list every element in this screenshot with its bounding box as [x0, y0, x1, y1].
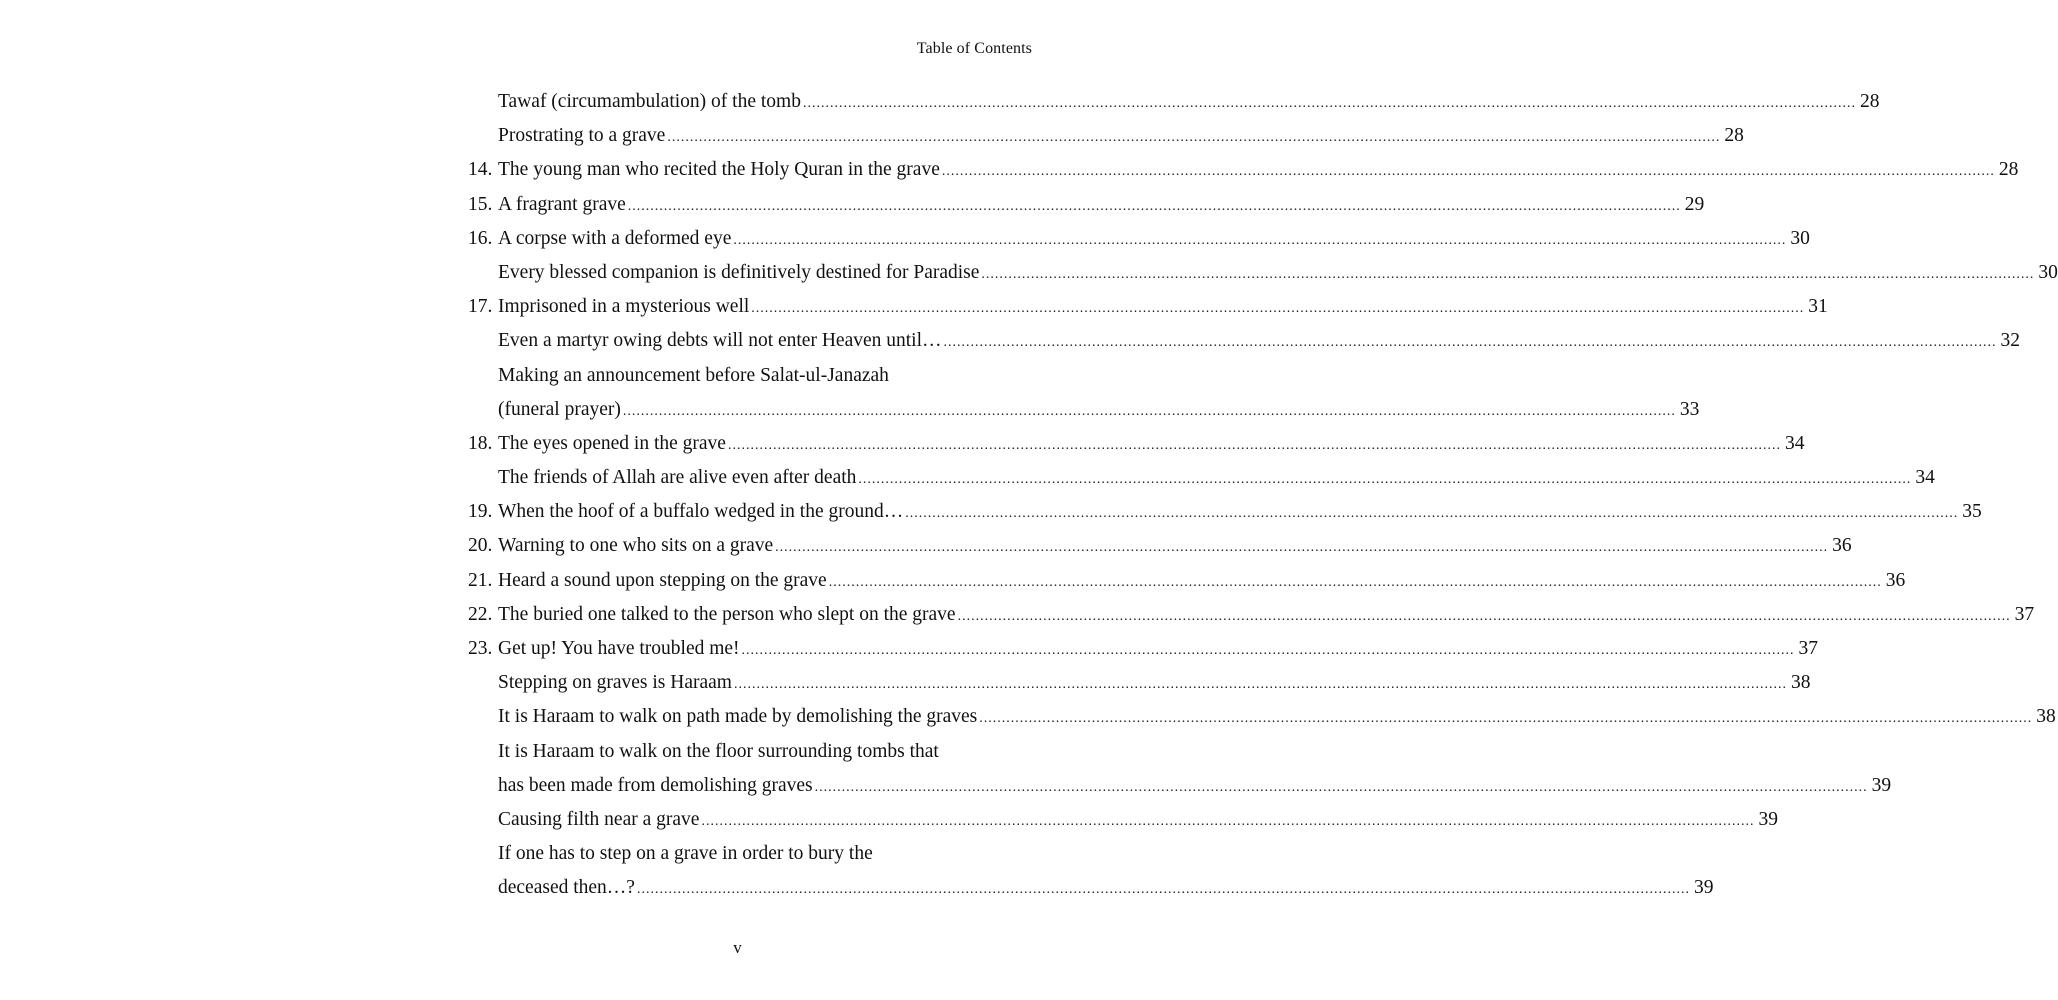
toc-entry: [468, 564, 1906, 598]
dot-leader: [905, 497, 1958, 531]
dot-leader: [623, 395, 1676, 429]
toc-entry: [468, 871, 1714, 905]
toc-entry-page: 35: [1962, 501, 1982, 523]
toc-entry-title: The buried one talked to the person who slept on the grave: [498, 603, 956, 625]
toc-entry-title: The friends of Allah are alive even after death: [498, 467, 857, 489]
toc-entry-page: 28: [1998, 159, 2019, 181]
dot-leader: [667, 121, 1720, 155]
toc-entry-title: Even a martyr owing debts will not enter Heaven until…: [498, 330, 942, 352]
toc-entry: [468, 529, 1852, 563]
toc-entry: [468, 803, 1778, 837]
toc-entry-title: When the hoof of a buffalo wedged in the ground…: [498, 501, 904, 523]
toc-entry: [468, 837, 1031, 871]
toc-entry-page: 37: [1798, 638, 1819, 659]
page-number: v: [733, 938, 742, 957]
toc-entry-page: 36: [1885, 569, 1906, 591]
toc-entry-title: It is Haraam to walk on path made by demolishing the graves: [498, 706, 978, 728]
toc-entry: [468, 598, 2035, 632]
toc-entry: [468, 324, 2021, 358]
toc-entry-page: 30: [2038, 261, 2058, 283]
toc-entry: [468, 461, 1935, 495]
dot-leader: [803, 87, 1856, 121]
toc-entry-title: Stepping on graves is Haraam: [498, 672, 732, 694]
dot-leader: [979, 702, 2032, 736]
toc-entry-page: 37: [2014, 603, 2035, 625]
toc-entry-title: The eyes opened in the grave: [498, 432, 726, 454]
dot-leader: [733, 224, 1786, 258]
dot-leader: [942, 155, 1995, 189]
toc-entry-title: Every blessed companion is definitively destined for Paradise: [498, 261, 980, 283]
dot-leader: [637, 873, 1690, 907]
toc-entry: [468, 769, 1892, 803]
toc-entry: [468, 188, 1705, 222]
toc-entry-title: deceased then…?: [498, 877, 635, 899]
toc-entry-page: 31: [1808, 296, 1828, 318]
toc-entry-title: If one has to step on a grave in order to bury the: [498, 843, 873, 865]
toc-entry-number: 20.: [468, 535, 493, 557]
toc-entry-title: Making an announcement before Salat-ul-Janazah: [498, 364, 889, 386]
toc-entry: [468, 495, 1982, 529]
toc-entry-number: 22.: [468, 603, 493, 625]
dot-leader: [734, 668, 1787, 702]
toc-entry-page: 32: [2000, 330, 2021, 352]
toc-entry-page: 39: [1693, 877, 1714, 899]
dot-leader: [815, 771, 1868, 805]
toc-entry-page: 34: [1915, 467, 1935, 489]
toc-entry-number: 16.: [468, 227, 493, 249]
toc-entry-page: 36: [1832, 535, 1852, 557]
toc-entry-title: Get up! You have troubled me!: [498, 638, 740, 659]
dot-leader: [858, 463, 1911, 497]
toc-entry-page: 28: [1859, 91, 1880, 112]
toc-entry: [468, 666, 1811, 700]
dot-leader: [829, 566, 1882, 600]
toc-entry: [468, 222, 1810, 256]
toc-entry-title: Tawaf (circumambulation) of the tomb: [498, 91, 801, 112]
toc-entry-title: (funeral prayer): [498, 398, 621, 420]
toc-entry-number: 21.: [468, 569, 493, 591]
toc-entry: [468, 153, 2019, 187]
toc-entry-page: 38: [1790, 672, 1811, 694]
dot-leader: [944, 326, 1997, 360]
toc-entry: [468, 427, 1805, 461]
table-of-contents: [468, 85, 2058, 906]
dot-leader: [958, 600, 2011, 634]
toc-entry-title: Warning to one who sits on a grave: [498, 535, 774, 557]
toc-entry-number: 18.: [468, 432, 493, 454]
dot-leader: [628, 190, 1681, 224]
toc-entry: [468, 290, 1828, 324]
toc-entry-title: It is Haraam to walk on the floor surrounding tombs that: [498, 740, 939, 762]
toc-entry-page: 38: [2036, 706, 2056, 728]
toc-entry-page: 34: [1784, 432, 1805, 454]
toc-entry-title: has been made from demolishing graves: [498, 774, 813, 796]
toc-entry: [468, 256, 2058, 290]
dot-leader: [751, 292, 1804, 326]
toc-entry-page: 39: [1871, 774, 1892, 796]
toc-entry-title: Causing filth near a grave: [498, 808, 700, 830]
toc-entry-number: 14.: [468, 159, 493, 181]
toc-entry-number: 19.: [468, 501, 493, 523]
toc-entry-title: A corpse with a deformed eye: [498, 227, 732, 249]
dot-leader: [742, 634, 1795, 668]
toc-entry-title: The young man who recited the Holy Quran in the grave: [498, 159, 940, 181]
toc-entry-number: 15.: [468, 193, 493, 215]
toc-entry: [468, 85, 1880, 119]
toc-entry: [468, 359, 1031, 393]
running-head: Table of Contents: [916, 40, 1032, 57]
toc-entry: [468, 632, 1819, 666]
toc-entry-page: 33: [1679, 398, 1700, 420]
dot-leader: [775, 531, 1828, 565]
dot-leader: [981, 258, 2034, 292]
dot-leader: [701, 805, 1754, 839]
toc-entry-number: 23.: [468, 638, 493, 659]
toc-entry-number: 17.: [468, 296, 493, 318]
toc-entry: [468, 735, 1031, 769]
toc-entry-title: Prostrating to a grave: [498, 125, 666, 147]
toc-entry: [468, 393, 1700, 427]
toc-entry: [468, 119, 1744, 153]
toc-entry-page: 28: [1724, 125, 1744, 147]
toc-entry-page: 39: [1758, 808, 1778, 830]
toc-entry-title: Heard a sound upon stepping on the grave: [498, 569, 827, 591]
toc-entry-title: A fragrant grave: [498, 193, 626, 215]
dot-leader: [728, 429, 1781, 463]
toc-entry-title: Imprisoned in a mysterious well: [498, 296, 750, 318]
toc-entry: [468, 700, 2056, 734]
toc-entry-page: 30: [1790, 227, 1810, 249]
toc-entry-page: 29: [1684, 193, 1705, 215]
